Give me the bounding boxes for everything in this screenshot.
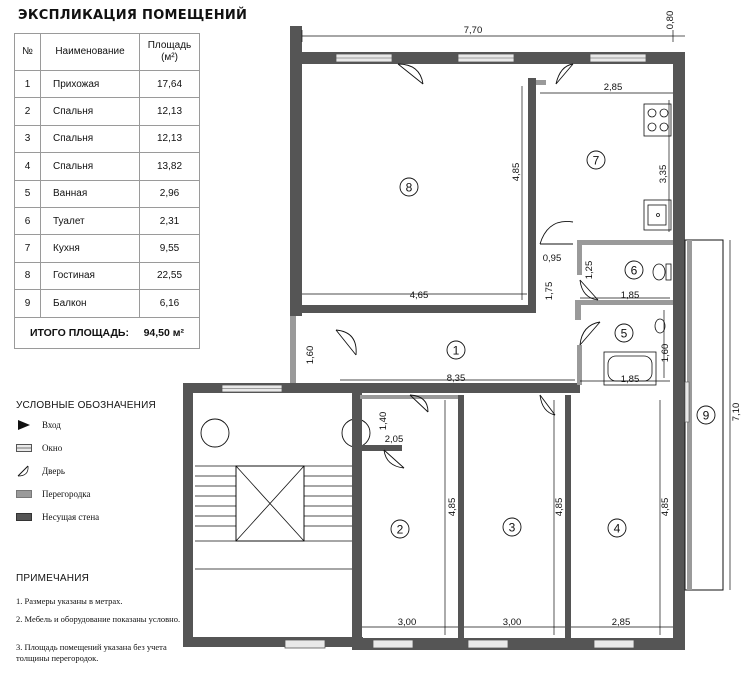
dim-corridor-step: 0,95: [542, 253, 562, 264]
cell-area: 2,31: [140, 207, 200, 234]
cell-name: Туалет: [41, 207, 140, 234]
cell-num: 7: [15, 235, 41, 262]
cell-name: Гостиная: [41, 262, 140, 289]
total-value: 94,50 м²: [143, 326, 185, 339]
dim-wc-width: 1,85: [620, 290, 640, 301]
cell-area: 12,13: [140, 98, 200, 125]
dim-bed2-width: 3,00: [397, 617, 417, 628]
room-label-4: 4: [613, 521, 621, 536]
dim-vestibule-depth: 1,40: [378, 411, 389, 431]
cell-name: Кухня: [41, 235, 140, 262]
dim-wc-depth: 1,25: [584, 260, 595, 280]
notes-title: ПРИМЕЧАНИЯ: [16, 573, 90, 584]
note-2: 2. Мебель и оборудование показаны условно.: [16, 614, 181, 624]
dimension-lines: [302, 30, 730, 635]
room-label-8: 8: [405, 180, 413, 195]
cell-name: Балкон: [41, 290, 140, 317]
legend-label: Перегородка: [42, 489, 91, 499]
cell-area: 9,55: [140, 235, 200, 262]
dim-bed3-width: 3,00: [502, 617, 522, 628]
dim-bath-width: 1,85: [620, 374, 640, 385]
cell-num: 9: [15, 290, 41, 317]
cell-area: 13,82: [140, 153, 200, 180]
legend-label: Окно: [42, 443, 63, 453]
cell-name: Прихожая: [41, 71, 140, 98]
dim-corridor-depth: 1,75: [544, 281, 555, 301]
windows-top: [336, 54, 646, 62]
legend-label: Дверь: [42, 466, 65, 476]
cell-num: 1: [15, 71, 41, 98]
cell-name: Спальня: [41, 98, 140, 125]
dim-living-width: 4,65: [409, 290, 429, 301]
room-label-1: 1: [452, 343, 460, 358]
cell-name: Ванная: [41, 180, 140, 207]
cell-name: Спальня: [41, 153, 140, 180]
room-label-9: 9: [702, 408, 710, 423]
note-3: 3. Площадь помещений указана без учета толщины перегородок.: [16, 642, 167, 663]
explication-title: ЭКСПЛИКАЦИЯ ПОМЕЩЕНИЙ: [18, 8, 248, 23]
cell-area: 12,13: [140, 125, 200, 152]
cell-name: Спальня: [41, 125, 140, 152]
header-name: Наименование: [41, 34, 140, 71]
stairwell: [183, 383, 370, 647]
room-label-5: 5: [620, 326, 628, 341]
partitions: [290, 80, 673, 399]
cell-area: 6,16: [140, 290, 200, 317]
legend-label: Несущая стена: [42, 512, 100, 522]
header-area: Площадь (м²): [140, 34, 200, 71]
dim-bath-depth: 1,60: [660, 343, 671, 363]
cell-area: 22,55: [140, 262, 200, 289]
cell-area: 2,96: [140, 180, 200, 207]
room-label-2: 2: [396, 522, 404, 537]
dim-total-width: 7,70: [463, 25, 483, 36]
dim-hall-width: 8,35: [446, 373, 466, 384]
cell-num: 8: [15, 262, 41, 289]
dim-kitchen-width: 2,85: [603, 82, 623, 93]
stair-steps: [195, 466, 356, 569]
dim-bed4-depth: 4,85: [660, 497, 671, 517]
note-1: 1. Размеры указаны в метрах.: [16, 596, 123, 606]
room-label-7: 7: [592, 153, 600, 168]
dim-vestibule-width: 2,05: [384, 434, 404, 445]
dim-wall-right: 0,80: [665, 10, 676, 30]
dim-balcony-length: 7,10: [731, 402, 742, 422]
dim-bed3-depth: 4,85: [554, 497, 565, 517]
cell-num: 5: [15, 180, 41, 207]
doors: [336, 64, 600, 468]
stair-column-left: [201, 419, 229, 447]
cell-num: 2: [15, 98, 41, 125]
toilet: [653, 264, 671, 280]
room-label-6: 6: [630, 263, 638, 278]
cell-num: 3: [15, 125, 41, 152]
cell-num: 6: [15, 207, 41, 234]
dim-bed4-width: 2,85: [611, 617, 631, 628]
dim-entry-depth: 1,60: [305, 345, 316, 365]
header-num: №: [15, 34, 41, 71]
total-label: ИТОГО ПЛОЩАДЬ:: [29, 326, 129, 339]
room-label-3: 3: [508, 520, 516, 535]
legend-title: УСЛОВНЫЕ ОБОЗНАЧЕНИЯ: [16, 400, 156, 411]
cell-area: 17,64: [140, 71, 200, 98]
legend-label: Вход: [42, 420, 61, 430]
dim-kitchen-depth: 3,35: [658, 164, 669, 184]
dim-bed2-depth: 4,85: [447, 497, 458, 517]
cell-num: 4: [15, 153, 41, 180]
dim-living-depth: 4,85: [511, 162, 522, 182]
